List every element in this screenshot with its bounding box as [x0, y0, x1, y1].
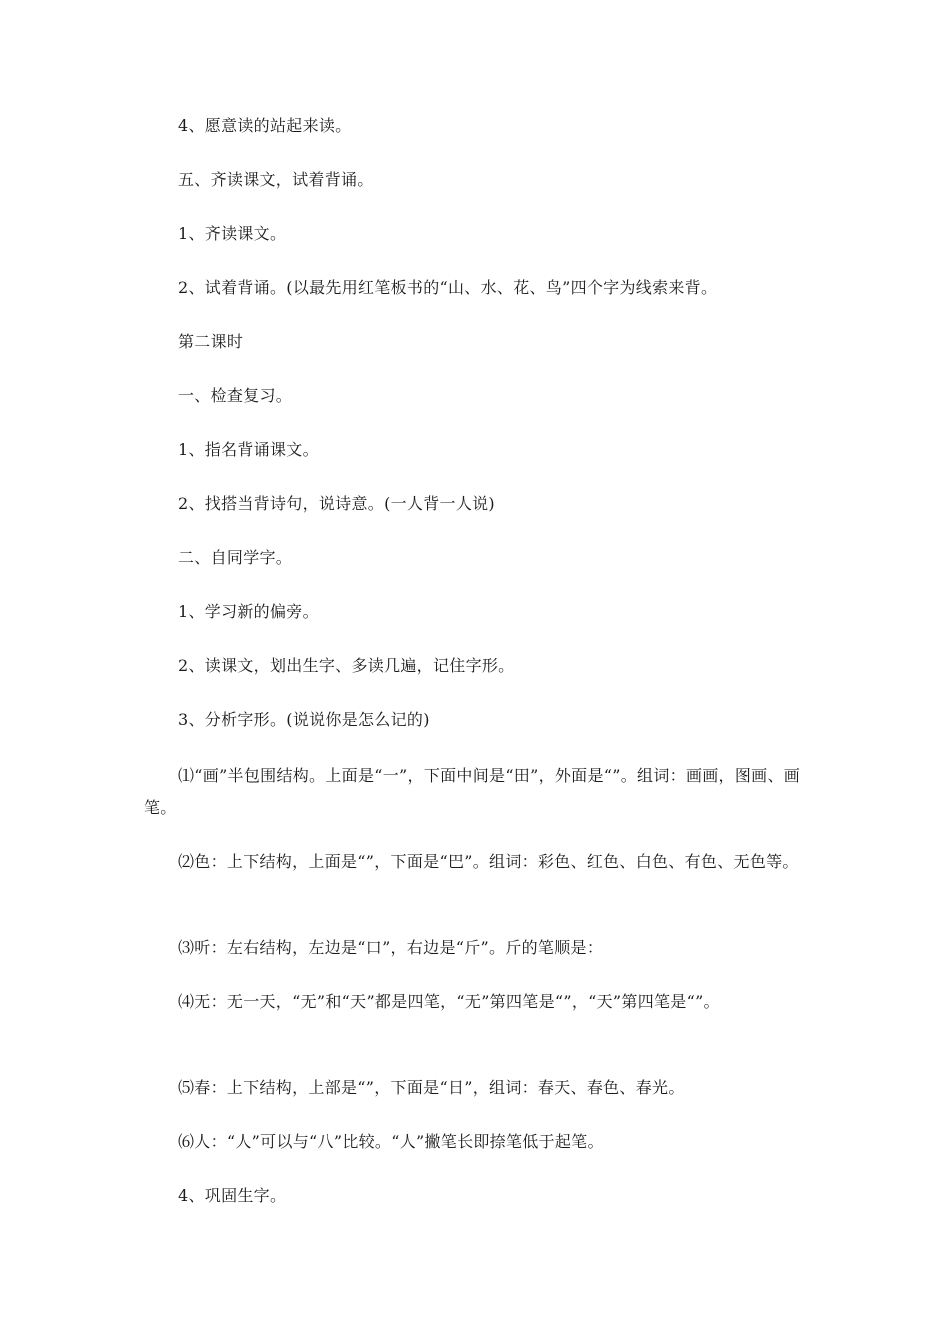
paragraph-partner-recite: 2、找搭当背诗句，说诗意。(一人背一人说): [178, 494, 495, 513]
heading-section-five: 五、齐读课文，试着背诵。: [178, 170, 374, 189]
heading-second-lesson: 第二课时: [178, 332, 244, 351]
paragraph-item-hua: ⑴“画”半包围结构。上面是“一”，下面中间是“田”，外面是“”。组词：画画，图画、画笔。: [144, 766, 801, 817]
paragraph-analyze-shape: 3、分析字形。(说说你是怎么记的): [178, 710, 430, 729]
heading-review: 一、检查复习。: [178, 386, 293, 405]
paragraph-item-ren: ⑹人：“人”可以与“八”比较。“人”撇笔长即捺笔低于起笔。: [178, 1132, 604, 1151]
paragraph-item-chun: ⑸春：上下结构，上部是“”，下面是“日”，组词：春天、春色、春光。: [178, 1078, 685, 1097]
paragraph-item-se: ⑵色：上下结构，上面是“”，下面是“巴”。组词：彩色、红色、白色、有色、无色等。: [178, 852, 799, 871]
paragraph-item-wu: ⑷无：无一天，“无”和“天”都是四笔，“无”第四笔是“”，“天”第四笔是“”。: [178, 992, 720, 1011]
paragraph-read-together: 1、齐读课文。: [178, 224, 287, 243]
paragraph-read-standing: 4、愿意读的站起来读。: [178, 116, 352, 135]
paragraph-new-radical: 1、学习新的偏旁。: [178, 602, 319, 621]
paragraph-mark-characters: 2、读课文，划出生字、多读几遍，记住字形。: [178, 656, 515, 675]
paragraph-recite-text: 1、指名背诵课文。: [178, 440, 319, 459]
heading-self-study: 二、自同学字。: [178, 548, 293, 567]
paragraph-try-recite: 2、试着背诵。(以最先用红笔板书的“山、水、花、鸟”四个字为线索来背。: [178, 278, 718, 297]
paragraph-consolidate: 4、巩固生字。: [178, 1186, 287, 1205]
paragraph-item-ting: ⑶听：左右结构，左边是“口”，右边是“斤”。斤的笔顺是：: [178, 938, 604, 957]
